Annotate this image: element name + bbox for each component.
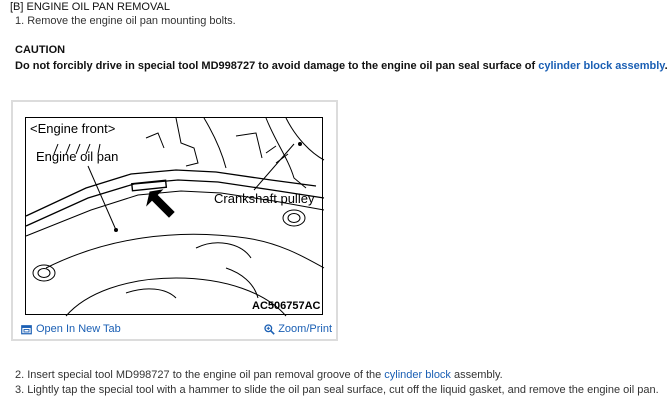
- engine-oil-pan-label: Engine oil pan: [36, 149, 119, 164]
- crankshaft-pulley-label: Crankshaft pulley: [214, 191, 315, 206]
- open-tab-icon: [21, 324, 32, 335]
- diagram-drawing: [26, 118, 324, 316]
- step-3: [15, 384, 659, 396]
- cylinder-block-assembly-link[interactable]: cylinder block assembly: [538, 60, 665, 72]
- caution-title: CAUTION: [15, 44, 66, 56]
- step-text-after: assembly.: [450, 369, 503, 381]
- step-text: Remove the engine oil pan mounting bolts.: [27, 15, 236, 27]
- zoom-print-label: Zoom/Print: [278, 323, 332, 335]
- figure-code: AC506757AC: [252, 300, 321, 312]
- caution-text-after: .: [664, 60, 668, 72]
- step-2: [15, 369, 503, 381]
- figure-footer: [13, 320, 336, 338]
- engine-oil-pan-diagram[interactable]: [25, 117, 323, 315]
- open-in-new-tab-button[interactable]: [21, 323, 121, 335]
- caution-text-before: Do not forcibly drive in special tool MD998727 to avoid damage to the engine oil pan seal surface of: [15, 60, 539, 72]
- caution-text: [15, 60, 668, 72]
- step-text: Lightly tap the special tool with a hammer to slide the oil pan seal surface, cut off the liquid gasket, and remove the engine oil pan.: [27, 384, 659, 396]
- engine-front-label: <Engine front>: [30, 121, 116, 136]
- step-number: 1.: [15, 15, 25, 27]
- step-number: 2.: [15, 369, 25, 381]
- figure-container: [11, 100, 338, 341]
- zoom-print-button[interactable]: [264, 323, 332, 335]
- cylinder-block-link[interactable]: cylinder block: [384, 369, 451, 381]
- magnifier-icon: [264, 324, 275, 335]
- step-text-before: Insert special tool MD998727 to the engine oil pan removal groove of the: [27, 369, 385, 381]
- section-title: [B] ENGINE OIL PAN REMOVAL: [10, 1, 170, 13]
- step-1: [15, 15, 236, 27]
- open-in-new-tab-label: Open In New Tab: [36, 323, 121, 335]
- step-number: 3.: [15, 384, 25, 396]
